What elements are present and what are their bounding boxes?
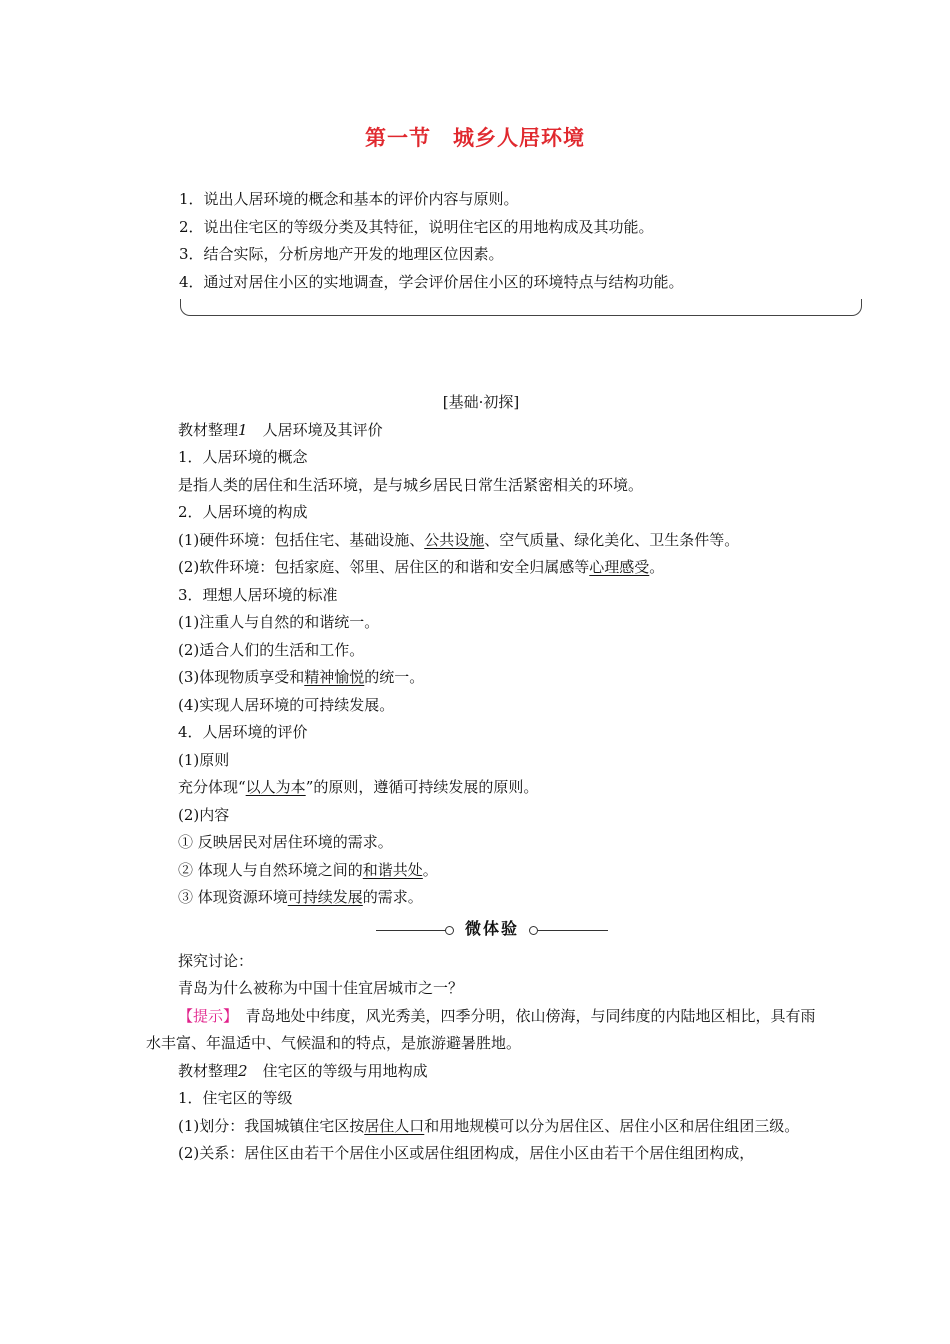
hint-label: 【提示】 <box>178 1006 231 1025</box>
principle-pre: 充分体现“ <box>178 778 246 796</box>
goals-bracket-divider <box>180 299 862 316</box>
concept-title: 1．人居环境的概念 <box>178 448 308 466</box>
hint-paragraph <box>146 1003 816 1058</box>
part1-heading <box>146 417 816 445</box>
content-item <box>146 884 816 912</box>
divider-line-right <box>538 930 608 931</box>
concept-text: 是指人类的居住和生活环境，是与城乡居民日常生活紧密相关的环境。 <box>178 475 644 494</box>
software-text-end: 。 <box>649 558 665 576</box>
ideal-item <box>146 664 816 692</box>
micro-experience-divider <box>146 912 816 948</box>
content-text: ② 体现人与自然环境之间的 <box>178 860 363 879</box>
goal-item: 3．结合实际，分析房地产开发的地理区位因素。 <box>179 245 504 263</box>
ideal-item: (2)适合人们的生活和工作。 <box>178 640 365 659</box>
divider-line-left <box>376 930 446 931</box>
micro-label: 微体验 <box>464 918 519 938</box>
goal-item: 2．说出住宅区的等级分类及其特征，说明住宅区的用地构成及其功能。 <box>179 217 654 236</box>
content-text: ③ 体现资源环境 <box>178 888 288 906</box>
answer-underline: 可持续发展 <box>287 888 363 906</box>
level-title: 1．住宅区的等级 <box>178 1089 293 1107</box>
main-content <box>146 389 816 1168</box>
content-title: (2)内容 <box>178 805 230 824</box>
heading-prefix: 教材整理 <box>178 420 239 439</box>
answer-underline: 以人为本 <box>245 778 306 796</box>
goal-item: 1．说出人居环境的概念和基本的评价内容与原则。 <box>179 190 519 208</box>
answer-underline: 心理感受 <box>589 558 650 576</box>
structure-title: 2．人居环境的构成 <box>178 503 308 521</box>
principle-text <box>146 774 816 802</box>
learning-goals <box>179 186 859 296</box>
heading-text: 住宅区的等级与用地构成 <box>262 1061 428 1080</box>
heading-prefix: 教材整理 <box>178 1061 239 1080</box>
software-line <box>146 554 816 582</box>
discuss-question: 青岛为什么被称为中国十佳宜居城市之一？ <box>178 979 464 997</box>
discuss-label: 探究讨论： <box>178 951 254 970</box>
content-text-end: 。 <box>422 860 438 879</box>
principle-title: (1)原则 <box>178 750 230 769</box>
ideal-item: (1)注重人与自然的和谐统一。 <box>178 613 380 631</box>
divider-circle-left <box>445 926 454 935</box>
eval-title: 4．人居环境的评价 <box>178 723 308 741</box>
divide-paragraph <box>146 1113 816 1141</box>
hint-text: 青岛地处中纬度，风光秀美，四季分明，依山傍海，与同纬度的内陆地区相比，具有雨水丰富、年温适中、气候温和的特点，是旅游避暑胜地。 <box>146 1006 816 1052</box>
ideal-item: (4)实现人居环境的可持续发展。 <box>178 695 395 714</box>
page-title: 第一节 城乡人居环境 <box>365 125 585 150</box>
answer-underline: 和谐共处 <box>362 860 423 879</box>
section-tag: [基础·初探] <box>442 393 520 411</box>
hardware-line <box>146 527 816 555</box>
heading-number: 1 <box>238 420 248 439</box>
divide-text: (1)划分：我国城镇住宅区按 <box>178 1116 365 1135</box>
hardware-text-end: 、空气质量、绿化美化、卫生条件等。 <box>484 530 740 549</box>
answer-underline: 居住人口 <box>364 1116 425 1135</box>
software-text: (2)软件环境：包括家庭、邻里、居住区的和谐和安全归属感等 <box>178 558 590 576</box>
ideal-title: 3．理想人居环境的标准 <box>178 585 338 604</box>
heading-number: 2 <box>238 1061 248 1080</box>
hardware-text: (1)硬件环境：包括住宅、基础设施、 <box>178 530 425 549</box>
relation-text: (2)关系：居住区由若干个居住小区或居住组团构成，居住小区由若干个居住组团构成， <box>178 1144 755 1162</box>
divide-text-end: 和用地规模可以分为居住区、居住小区和居住组团三级。 <box>424 1116 800 1135</box>
principle-post: ”的原则，遵循可持续发展的原则。 <box>305 778 539 796</box>
content-text-end: 的需求。 <box>362 888 423 906</box>
part2-heading <box>146 1058 816 1086</box>
answer-underline: 精神愉悦 <box>304 668 365 686</box>
divider-circle-right <box>529 926 538 935</box>
content-item: ① 反映居民对居住环境的需求。 <box>178 833 393 851</box>
content-item <box>146 857 816 885</box>
ideal-text-end: 的统一。 <box>364 668 425 686</box>
ideal-text: (3)体现物质享受和 <box>178 668 305 686</box>
answer-underline: 公共设施 <box>424 530 485 549</box>
goal-item: 4．通过对居住小区的实地调查，学会评价居住小区的环境特点与结构功能。 <box>179 272 684 291</box>
heading-text: 人居环境及其评价 <box>262 420 383 439</box>
